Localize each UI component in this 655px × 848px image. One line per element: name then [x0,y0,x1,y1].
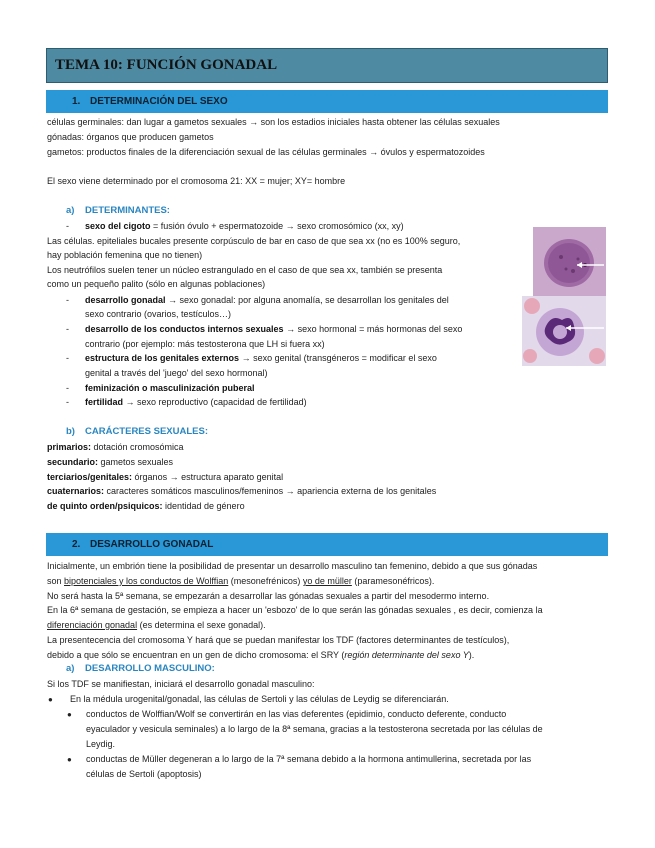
list-item: conductas de Müller degeneran a lo largo de la 7ª semana debido a la hormona antimullerina, secretada por las [86,754,532,764]
text-line: eyaculador y vesicula seminales) a lo largo de la 8ª semana, gracias a la testosterona secretada por las células de [86,724,543,734]
text-line [47,649,474,662]
list-item [47,456,173,469]
text-span: (paramesonéfricos). [351,576,435,586]
section-number: 2. [72,539,81,550]
definition: órganos → estructura aparato genital [132,472,284,482]
text-line: como un pequeño palito (sólo en algunas poblaciones) [47,279,266,289]
text-span: debido a que sólo se encuentran en un gen de dicho cromosoma: el SRY ( [47,650,345,660]
definition: gametos sexuales [98,457,174,467]
dash-marker: - [66,324,69,334]
section-title: DETERMINACIÓN DEL SEXO [90,96,228,107]
page-title: TEMA 10: FUNCIÓN GONADAL [46,48,608,83]
list-item [85,220,404,233]
neutrophil-image [522,296,606,366]
buccal-cell-image [533,227,606,297]
subheading-label: a) [66,663,75,674]
bullet-marker: ● [67,710,72,719]
subheading-label: b) [66,426,75,437]
subheading-label: a) [66,205,75,216]
text-line: Si los TDF se manifiestan, iniciará el desarrollo gonadal masculino: [47,679,315,689]
text-line: gametos: productos finales de la diferenciación sexual de las células germinales → óvulos y espermatozoides [47,147,485,157]
text-span: (mesonefrénicos) [228,576,303,586]
section-header-desarrollo [46,533,608,556]
definition: → sexo reproductivo (capacidad de fertilidad) [123,397,307,407]
term: sexo del cigoto [85,221,151,231]
list-item [47,500,245,513]
definition: → sexo gonadal: por alguna anomalía, se desarrollan los genitales del [165,295,449,305]
italic-text: región determinante del sexo Y [344,650,469,660]
list-item: feminización o masculinización puberal [85,383,255,393]
bullet-marker: ● [67,755,72,764]
text-line: Inicialmente, un embrión tiene la posibilidad de presentar un desarrollo masculino tan femenino, debido a que sus gónadas [47,561,538,571]
text-line: Las células. epiteliales bucales presente corpúsculo de bar en caso de que sea xx (no es 100% seguro, [47,236,461,246]
text-line: Leydig. [86,739,116,749]
text-line: Los neutrófilos suelen tener un núcleo estrangulado en el caso de que sea xx, también se presenta [47,265,443,275]
dash-marker: - [66,383,69,393]
text-line: En la 6ª semana de gestación, se empieza a hacer un 'esbozo' de lo que serán las gónadas sexuales , es decir, comienza la [47,605,543,615]
term: desarrollo gonadal [85,295,166,305]
bullet-marker: ● [48,695,53,704]
text-span: son [47,576,65,586]
definition: identidad de género [162,501,245,511]
text-line: hay población femenina que no tienen) [47,250,203,260]
text-line: gónadas: órganos que producen gametos [47,132,214,142]
section-title: DESARROLLO GONADAL [90,539,214,550]
list-item [47,471,283,484]
definition: caracteres somáticos masculinos/femeninos → apariencia externa de los genitales [104,486,437,496]
text-line [47,575,434,588]
definition: → sexo genital (transgéneros = modificar el sexo [239,353,437,363]
term: desarrollo de los conductos internos sexuales [85,324,284,334]
underlined-text: diferenciación gonadal [47,620,138,630]
subheading-caracteres: CARÁCTERES SEXUALES: [85,426,208,437]
text-line: La presentecencia del cromosoma Y hará que se puedan manifestar los TDF (factores determinantes de testículos), [47,635,510,645]
text-line: No será hasta la 5ª semana, se empezarán a desarrollar las gónadas sexuales a partir del mesodermo interno. [47,591,490,601]
list-item: conductos de Wolffian/Wolf se convertirán en las vias deferentes (epidimio, conducto deferente, conducto [86,709,507,719]
term: secundario: [47,457,99,467]
definition: dotación cromosómica [91,442,184,452]
subheading-determinantes: DETERMINANTES: [85,205,170,216]
term: estructura de los genitales externos [85,353,240,363]
list-item [47,485,436,498]
dash-marker: - [66,295,69,305]
term: de quinto orden/psiquicos: [47,501,163,511]
text-line: sexo contrario (ovarios, testículos…) [85,309,232,319]
list-item: En la médula urogenital/gonadal, las células de Sertoli y las células de Leydig se diferenciarán. [70,694,449,704]
term: cuaternarios: [47,486,105,496]
list-item [85,352,437,365]
text-line: células de Sertoli (apoptosis) [86,769,202,779]
text-line: células germinales: dan lugar a gametos sexuales → son los estadios iniciales hasta obtener las células sexuales [47,117,500,127]
subheading-desarrollo-masculino: DESARROLLO MASCULINO: [85,663,215,674]
term: fertilidad [85,397,124,407]
section-number: 1. [72,96,81,107]
term: primarios: [47,442,92,452]
list-item [85,396,307,409]
text-line [47,619,266,632]
text-line: genital a través del 'juego' del sexo hormonal) [85,368,268,378]
text-line: El sexo viene determinado por el cromosoma 21: XX = mujer; XY= hombre [47,176,346,186]
list-item [47,441,184,454]
underlined-text: yo de müller [302,576,352,586]
text-span: (es determina el sexe gonadal). [137,620,266,630]
definition: = fusión óvulo + espermatozoide → sexo cromosómico (xx, xy) [150,221,404,231]
dash-marker: - [66,397,69,407]
term: terciarios/genitales: [47,472,133,482]
section-header-determinacion [46,90,608,113]
definition: → sexo hormonal = más hormonas del sexo [283,324,463,334]
list-item [85,294,449,307]
underlined-text: bipotenciales y los conductos de Wolffian [64,576,229,586]
text-line: contrario (por ejemplo: más testosterona que LH si fuera xx) [85,339,325,349]
dash-marker: - [66,221,69,231]
dash-marker: - [66,353,69,363]
list-item [85,323,462,336]
text-span: ). [468,650,475,660]
